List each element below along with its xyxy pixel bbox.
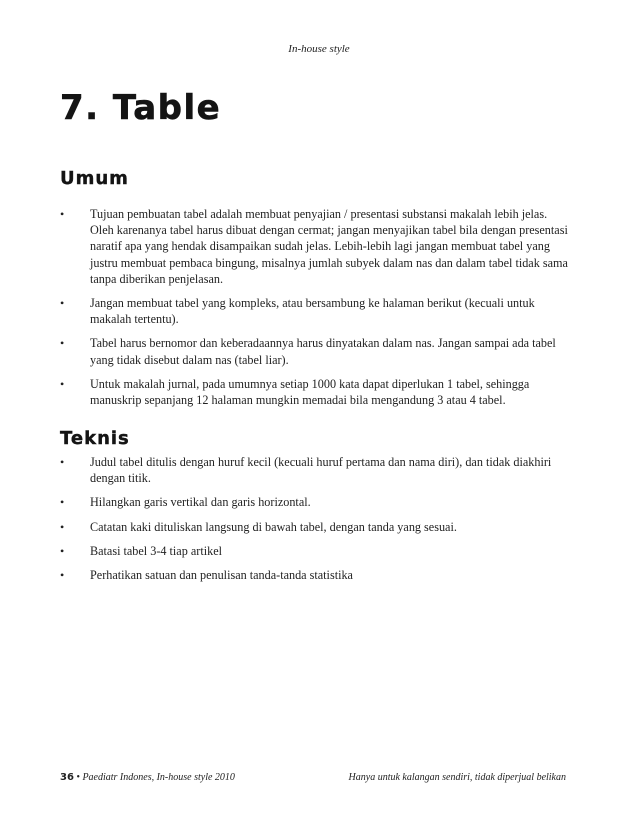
section-heading-teknis: Teknis — [60, 428, 130, 449]
list-item — [60, 519, 570, 535]
footer-separator: • — [73, 772, 83, 783]
list-item — [60, 335, 570, 367]
list-item — [60, 543, 570, 559]
bullet-icon: • — [60, 568, 65, 583]
bullet-icon: • — [60, 336, 65, 351]
list-item — [60, 376, 570, 408]
list-item-text: Tabel harus bernomor dan keberadaannya harus dinyatakan dalam nas. Jangan sampai ada tabel yang tidak disebut dalam nas (tabel liar). — [90, 336, 556, 367]
bullet-icon: • — [60, 495, 65, 510]
list-item-text: Batasi tabel 3-4 tiap artikel — [90, 543, 222, 558]
bullet-icon: • — [60, 376, 65, 391]
bullet-list-umum — [60, 206, 570, 416]
bullet-icon: • — [60, 543, 65, 558]
list-item-text: Catatan kaki dituliskan langsung di bawah tabel, dengan tanda yang sesuai. — [90, 519, 457, 534]
footer-left — [60, 772, 235, 783]
page-number: 36 — [60, 772, 74, 783]
running-head: In-house style — [288, 43, 350, 55]
footer-notice: Hanya untuk kalangan sendiri, tidak diperjual belikan — [348, 772, 566, 783]
list-item — [60, 206, 570, 287]
list-item — [60, 567, 570, 583]
bullet-icon: • — [60, 455, 65, 469]
list-item-text: Perhatikan satuan dan penulisan tanda-tanda statistika — [90, 568, 353, 583]
list-item-text: Judul tabel ditulis dengan huruf kecil (kecuali huruf pertama dan nama diri), dan tidak diakhiri dengan titik. — [90, 455, 552, 486]
list-item — [60, 494, 570, 510]
bullet-icon: • — [60, 296, 65, 311]
section-heading-umum: Umum — [60, 168, 129, 189]
bullet-icon: • — [60, 519, 65, 534]
list-item-text: Untuk makalah jurnal, pada umumnya setiap 1000 kata dapat diperlukan 1 tabel, sehingga manuskrip sepanjang 12 halaman mungkin memadai bila mengandung 3 atau 4 tabel. — [90, 376, 530, 408]
list-item-text: Tujuan pembuatan tabel adalah membuat penyajian / presentasi substansi makalah lebih jelas. Oleh karenanya tabel harus dibuat dengan cermat; jangan menyajikan tabel bila dengan presentasi naratif apa yang hendak disampaikan sudah jelas. Lebih-lebih lagi jangan membuat tabel yang justru membuat pembaca bingung, misalnya jumlah subyek dalam nas dan dalam tabel tidak sama tanpa diberikan penjelasan. — [90, 207, 568, 286]
footer-publication: Paediatr Indones, In-house style 2010 — [82, 772, 235, 783]
bullet-icon: • — [60, 207, 65, 221]
list-item — [60, 295, 570, 327]
chapter-title: 7. Table — [60, 88, 222, 128]
list-item — [60, 454, 570, 486]
bullet-list-teknis — [60, 454, 570, 591]
list-item-text: Jangan membuat tabel yang kompleks, atau bersambung ke halaman berikut (kecuali untuk makalah tertentu). — [90, 296, 535, 327]
list-item-text: Hilangkan garis vertikal dan garis horizontal. — [90, 495, 311, 510]
